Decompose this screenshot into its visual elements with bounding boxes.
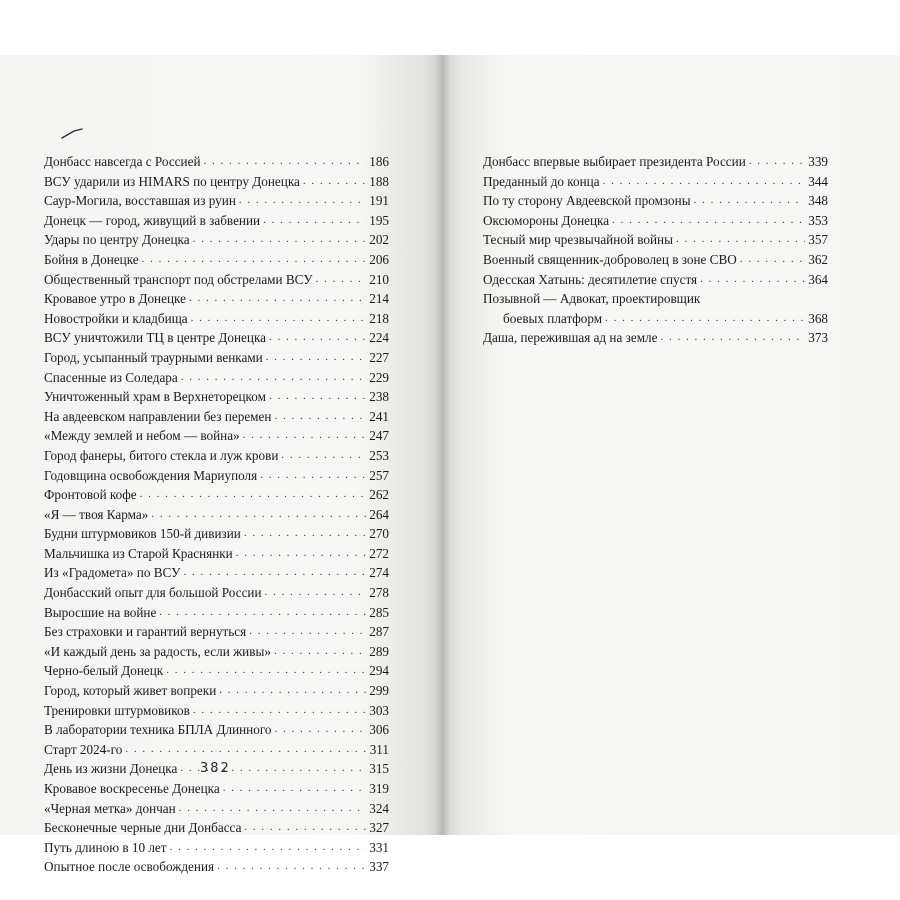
toc-entry <box>44 250 389 270</box>
toc-entry <box>44 857 389 877</box>
toc-entry <box>44 642 389 662</box>
toc-entry-title: Позывной — Адвокат, проектировщик <box>483 291 701 307</box>
leader-dots <box>275 720 367 740</box>
leader-dots <box>269 328 366 348</box>
toc-entry <box>44 524 389 544</box>
leader-dots <box>223 779 366 799</box>
toc-entry <box>483 328 828 348</box>
leader-dots <box>159 603 366 623</box>
toc-entry-page: 206 <box>369 251 389 267</box>
toc-entry <box>44 368 389 388</box>
toc-entry <box>44 387 389 407</box>
toc-entry-title: Город, который живет вопреки <box>44 683 217 699</box>
toc-entry-title: Спасенные из Соледара <box>44 369 178 385</box>
toc-entry-page: 299 <box>369 683 389 699</box>
toc-entry-page: 272 <box>369 545 389 561</box>
toc-entry-page: 188 <box>369 173 389 189</box>
toc-entry-page: 319 <box>369 781 389 796</box>
toc-entry-title: Из «Градомета» по ВСУ <box>44 565 181 581</box>
toc-entry-page: 294 <box>369 663 389 679</box>
toc-entry <box>483 270 828 290</box>
toc-entry-title: Новостройки и кладбища <box>44 310 188 326</box>
toc-entry-title: Оксюмороны Донецка <box>483 212 610 228</box>
toc-entry-title: День из жизни Донецка <box>44 761 178 777</box>
toc-entry-title: ВСУ уничтожили ТЦ в центре Донецка <box>44 330 267 346</box>
toc-entry-title: Донбасс впервые выбирает президента России <box>483 154 746 169</box>
toc-entry-page: 238 <box>369 389 389 405</box>
toc-entry-title-continued: боевых платформ <box>503 310 603 326</box>
toc-entry-title: Тренировки штурмовиков <box>44 702 190 718</box>
toc-entry-page: 214 <box>369 291 389 307</box>
toc-entry <box>483 191 828 211</box>
toc-entry-page: 337 <box>369 859 389 875</box>
toc-entry-page: 227 <box>369 349 389 365</box>
book-spread <box>0 55 900 875</box>
toc-entry-page: 247 <box>369 428 389 444</box>
toc-entry-page: 218 <box>369 310 389 326</box>
toc-entry-page: 327 <box>369 820 389 836</box>
leader-dots <box>166 661 366 681</box>
toc-entry-title: Будни штурмовиков 150-й дивизии <box>44 526 241 542</box>
toc-entry <box>44 407 389 427</box>
leader-dots <box>204 152 367 172</box>
toc-entry-page: 224 <box>369 330 389 346</box>
toc-entry-title: Черно-белый Донецк <box>44 663 164 679</box>
leader-dots <box>151 505 366 525</box>
toc-entry <box>44 348 389 368</box>
toc-entry <box>44 270 389 290</box>
toc-entry <box>44 309 389 329</box>
toc-entry <box>44 466 389 486</box>
toc-entry-title: Тесный мир чрезвычайной войны <box>483 232 673 248</box>
toc-entry-title: Даша, пережившая ад на земле <box>483 330 658 346</box>
leader-dots <box>249 622 366 642</box>
toc-entry-page: 253 <box>369 447 389 463</box>
toc-entry-page: 344 <box>808 173 828 189</box>
toc-entry-page: 303 <box>369 702 389 718</box>
toc-entry-title: Старт 2024-го <box>44 741 123 757</box>
toc-list-right <box>483 152 828 348</box>
toc-entry-title: Город, усыпанный траурными венками <box>44 349 263 365</box>
toc-entry-title: Опытное после освобождения <box>44 859 215 875</box>
leader-dots <box>660 328 805 348</box>
leader-dots <box>274 642 366 662</box>
toc-entry <box>44 172 389 192</box>
toc-entry-line2 <box>483 309 828 329</box>
toc-entry-title: Путь длиною в 10 лет <box>44 839 167 855</box>
leader-dots <box>181 368 366 388</box>
leader-dots <box>612 211 805 231</box>
toc-entry-title: Одесская Хатынь: десятилетие спустя <box>483 271 698 287</box>
leader-dots <box>605 309 805 329</box>
toc-entry-page: 278 <box>369 585 389 601</box>
toc-entry <box>483 172 828 192</box>
toc-entry-page: 270 <box>369 526 389 542</box>
toc-entry-title: Кровавое утро в Донецке <box>44 291 186 307</box>
toc-entry-page: 257 <box>369 467 389 483</box>
leader-dots <box>244 818 366 838</box>
toc-entry <box>44 152 389 172</box>
toc-entry-page: 357 <box>808 232 828 248</box>
toc-entry-title: Уничтоженный храм в Верхнеторецком <box>44 389 266 405</box>
toc-entry-title: По ту сторону Авдеевской промзоны <box>483 193 691 209</box>
leader-dots <box>260 466 366 486</box>
toc-entry <box>483 230 828 250</box>
toc-entry-title: Выросшие на войне <box>44 604 157 620</box>
toc-entry <box>44 191 389 211</box>
toc-entry <box>44 485 389 505</box>
toc-entry-page: 202 <box>369 232 389 248</box>
leader-dots <box>184 563 367 583</box>
toc-entry-title: Преданный до конца <box>483 173 600 189</box>
toc-entry-page: 191 <box>369 193 389 209</box>
toc-entry-page: 229 <box>369 369 389 385</box>
toc-entry-page: 306 <box>369 722 389 738</box>
toc-entry-title: Бесконечные черные дни Донбасса <box>44 820 242 836</box>
toc-entry-title: «Черная метка» дончан <box>44 800 176 816</box>
leader-dots <box>676 230 805 250</box>
leader-dots <box>140 485 367 505</box>
leader-dots <box>170 838 367 858</box>
leader-dots <box>193 230 367 250</box>
book-gutter <box>436 55 450 835</box>
toc-entry-title: Город фанеры, битого стекла и луж крови <box>44 447 279 463</box>
toc-entry-title: «Я — твоя Карма» <box>44 506 149 522</box>
toc-entry <box>44 583 389 603</box>
toc-entry-page: 315 <box>369 761 389 777</box>
toc-entry <box>44 603 389 623</box>
leader-dots <box>749 152 805 172</box>
leader-dots <box>193 701 366 721</box>
toc-entry-page: 289 <box>369 643 389 659</box>
toc-entry <box>44 563 389 583</box>
toc-entry-page: 311 <box>369 741 389 757</box>
toc-entry <box>44 661 389 681</box>
leader-dots <box>142 250 367 270</box>
leader-dots <box>191 309 367 329</box>
toc-entry-page: 264 <box>369 506 389 522</box>
toc-entry-title: В лаборатории техника БПЛА Длинного <box>44 722 272 738</box>
toc-entry-page: 195 <box>369 212 389 228</box>
leader-dots <box>281 446 366 466</box>
leader-dots <box>263 211 366 231</box>
leader-dots <box>236 544 366 564</box>
toc-entry-page: 368 <box>808 310 828 326</box>
toc-entry <box>483 289 828 328</box>
toc-entry <box>44 681 389 701</box>
toc-entry-title: Без страховки и гарантий вернуться <box>44 624 247 640</box>
toc-entry-title: Военный священник-доброволец в зоне СВО <box>483 251 737 267</box>
toc-entry-page: 241 <box>369 408 389 424</box>
toc-entry-page: 364 <box>808 271 828 287</box>
toc-entry <box>483 250 828 270</box>
toc-entry-title: ВСУ ударили из HIMARS по центру Донецка <box>44 173 300 189</box>
toc-entry-page: 274 <box>369 565 389 581</box>
toc-entry <box>44 799 389 819</box>
toc-entry <box>44 505 389 525</box>
toc-entry <box>44 818 389 838</box>
leader-dots <box>239 191 366 211</box>
toc-entry-page: 262 <box>369 487 389 503</box>
leader-dots <box>244 524 366 544</box>
toc-entry-title: Саур-Могила, восставшая из руин <box>44 193 236 209</box>
leader-dots <box>266 348 366 368</box>
toc-entry-title: «Между землей и небом — война» <box>44 428 240 444</box>
toc-entry-title: Донбасс навсегда с Россией <box>44 154 201 169</box>
toc-entry-page: 331 <box>369 839 389 855</box>
toc-entry-page: 287 <box>369 624 389 640</box>
toc-entry-title: Донбасский опыт для большой России <box>44 585 262 601</box>
page-number: 382 <box>200 761 231 776</box>
toc-entry <box>44 740 389 760</box>
leader-dots <box>269 387 366 407</box>
leader-dots <box>316 270 367 290</box>
toc-entry-title: Фронтовой кофе <box>44 487 137 503</box>
leader-dots <box>219 681 366 701</box>
toc-entry-title: Бойня в Донецке <box>44 251 139 267</box>
toc-entry-page: 348 <box>808 193 828 209</box>
toc-entry-title: На авдеевском направлении без перемен <box>44 408 272 424</box>
leader-dots <box>303 172 366 192</box>
toc-entry <box>483 152 828 172</box>
toc-entry <box>44 211 389 231</box>
toc-entry-page: 186 <box>369 154 389 169</box>
pen-mark-icon <box>60 126 84 140</box>
toc-entry <box>483 211 828 231</box>
leader-dots <box>265 583 367 603</box>
toc-entry-page: 339 <box>808 154 828 169</box>
toc-entry <box>44 426 389 446</box>
leader-dots <box>274 407 366 427</box>
leader-dots <box>740 250 805 270</box>
leader-dots <box>700 270 805 290</box>
toc-entry <box>44 446 389 466</box>
toc-entry-title: Кровавое воскресенье Донецка <box>44 781 220 796</box>
toc-entry <box>44 544 389 564</box>
toc-entry-title: Удары по центру Донецка <box>44 232 190 248</box>
toc-entry-title: Мальчишка из Старой Краснянки <box>44 545 233 561</box>
leader-dots <box>694 191 806 211</box>
toc-entry <box>44 701 389 721</box>
toc-entry-page: 373 <box>808 330 828 346</box>
toc-entry-title: Общественный транспорт под обстрелами ВСУ <box>44 271 313 287</box>
toc-entry <box>44 328 389 348</box>
leader-dots <box>217 857 366 877</box>
leader-dots <box>603 172 806 192</box>
toc-entry <box>44 720 389 740</box>
toc-entry-page: 210 <box>369 271 389 287</box>
toc-entry-page: 285 <box>369 604 389 620</box>
toc-entry-title: Годовщина освобождения Мариуполя <box>44 467 258 483</box>
toc-entry <box>44 230 389 250</box>
toc-entry-title: «И каждый день за радость, если живы» <box>44 643 271 659</box>
leader-dots <box>125 740 366 760</box>
leader-dots <box>189 289 366 309</box>
toc-entry-page: 362 <box>808 251 828 267</box>
toc-entry <box>44 838 389 858</box>
leader-dots <box>180 759 366 779</box>
toc-list-left <box>44 152 389 877</box>
toc-entry <box>44 779 389 799</box>
leader-dots <box>243 426 367 446</box>
leader-dots <box>179 799 367 819</box>
toc-entry-title: Донецк — город, живущий в забвении <box>44 212 261 228</box>
toc-entry-page: 324 <box>369 800 389 816</box>
toc-entry <box>44 289 389 309</box>
toc-entry-page: 353 <box>808 212 828 228</box>
toc-entry <box>44 622 389 642</box>
toc-entry <box>44 759 389 779</box>
